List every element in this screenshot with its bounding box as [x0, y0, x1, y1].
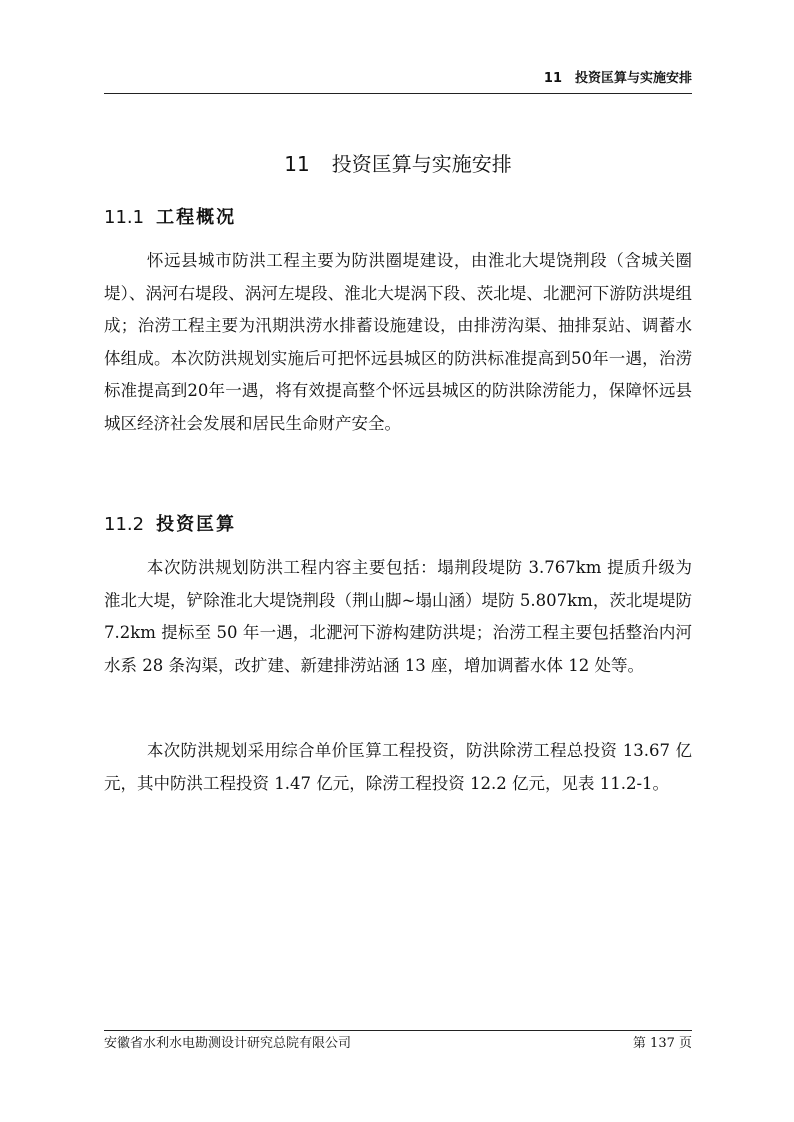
section-number: 11.1	[104, 207, 145, 228]
header-divider	[104, 93, 692, 94]
section-title: 投资匡算	[156, 514, 237, 535]
paragraph-project-scope: 本次防洪规划防洪工程内容主要包括：塌荆段堤防 3.767km 提质升级为淮北大堤，铲除淮北大堤饶荆段（荆山脚~塌山涵）堤防 5.807km，茨北堤堤防 7.2km 提标至 50 年一遇，北淝河下游构建防洪堤；治涝工程主要包括整治内河水系 28 条沟渠，改扩建、新建排涝站涵 13 座，增加调蓄水体 12 处等。	[104, 558, 692, 675]
paragraph-investment-total: 本次防洪规划采用综合单价匡算工程投资，防洪除涝工程总投资 13.67 亿元，其中防洪工程投资 1.47 亿元，除涝工程投资 12.2 亿元，见表 11.2-1。	[104, 741, 692, 793]
section-heading-11-1	[104, 205, 236, 231]
chapter-number: 11	[284, 152, 310, 176]
chapter-title-text: 投资匡算与实施安排	[331, 152, 512, 176]
chapter-title	[104, 150, 692, 178]
footer-organization: 安徽省水利水电勘测设计研究总院有限公司	[104, 1036, 352, 1051]
section-title: 工程概况	[156, 207, 237, 228]
paragraph-project-overview: 怀远县城市防洪工程主要为防洪圈堤建设，由淮北大堤饶荆段（含城关圈堤）、涡河右堤段、涡河左堤段、淮北大堤涡下段、茨北堤、北淝河下游防洪堤组成；治涝工程主要为汛期洪涝水排蓄设施建设，由排涝沟渠、抽排泵站、调蓄水体组成。本次防洪规划实施后可把怀远县城区的防洪标准提高到50年一遇，治涝标准提高到20年一遇，将有效提高整个怀远县城区的防洪除涝能力，保障怀远县城区经济社会发展和居民生命财产安全。	[104, 251, 692, 433]
section-heading-11-2	[104, 512, 236, 538]
page-number: 第 137 页	[632, 1036, 692, 1051]
section-number: 11.2	[104, 514, 145, 535]
footer-divider	[104, 1030, 692, 1031]
running-header: 11 投资匡算与实施安排	[543, 71, 692, 86]
